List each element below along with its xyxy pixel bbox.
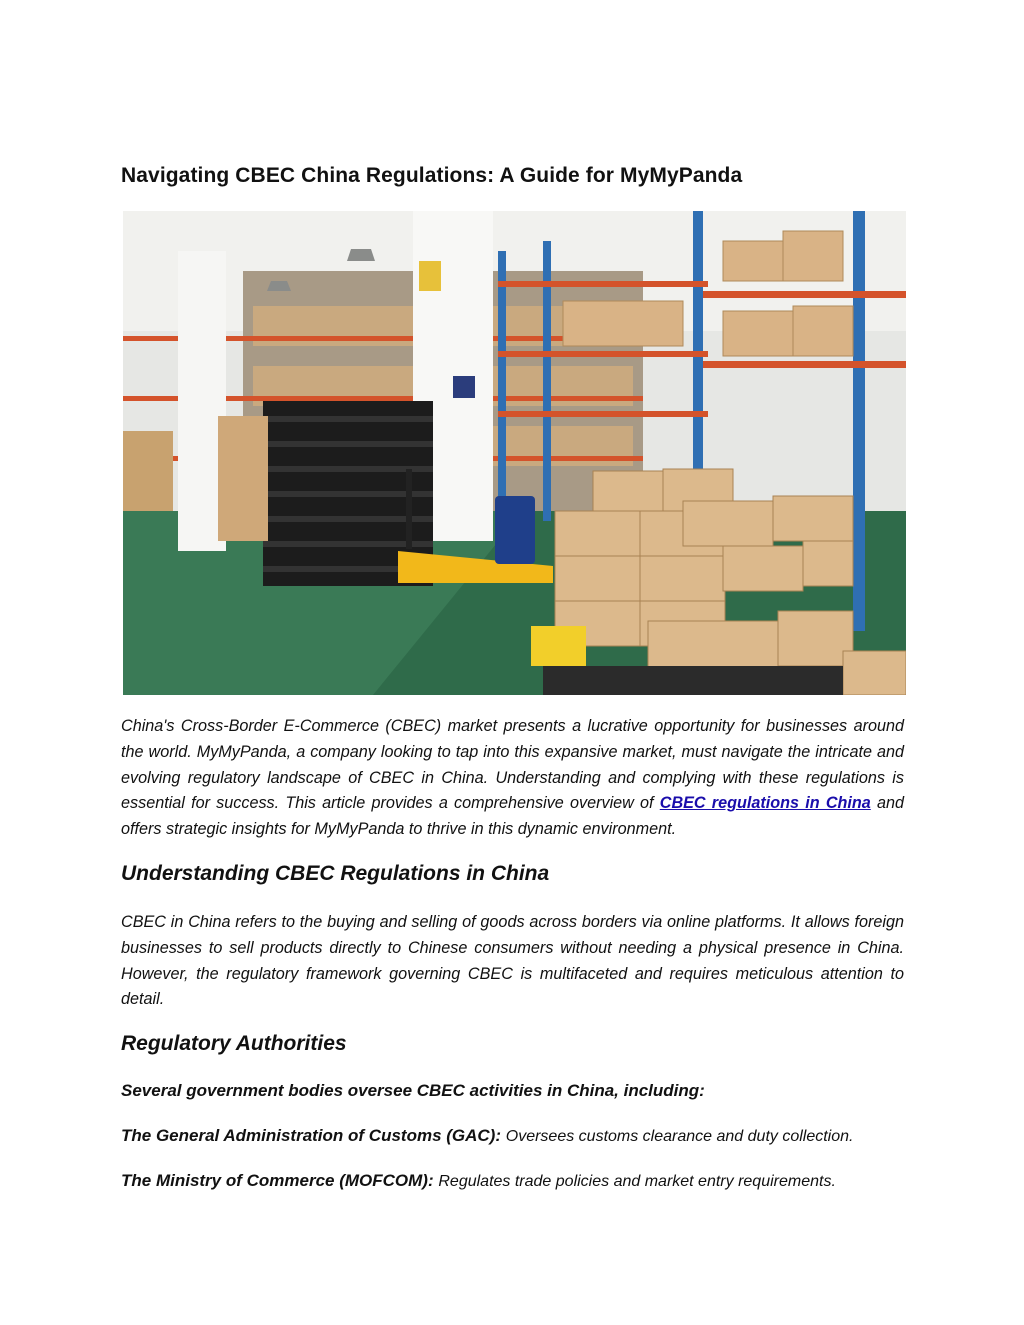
authority-item: [121, 1126, 853, 1146]
understanding-paragraph: CBEC in China refers to the buying and selling of goods across borders via online platforms. It allows foreign businesses to sell products directly to Chinese consumers without needing a physical presence in China. However, the regulatory framework governing CBEC is multifaceted and requires meticulous attention to detail.: [121, 913, 904, 1009]
warehouse-photo: [123, 211, 906, 695]
authority-description: Regulates trade policies and market entry requirements.: [438, 1173, 836, 1190]
authorities-lead: Several government bodies oversee CBEC activities in China, including:: [121, 1081, 705, 1100]
section-heading-understanding: Understanding CBEC Regulations in China: [121, 862, 550, 885]
intro-text-after: and offers strategic insights for MyMyPanda to thrive in this dynamic environment.: [121, 794, 904, 839]
section-heading-authorities: Regulatory Authorities: [121, 1032, 347, 1055]
warehouse-photo-icon: [123, 211, 906, 695]
authority-name: The General Administration of Customs (GAC):: [121, 1126, 502, 1145]
authority-name: The Ministry of Commerce (MOFCOM):: [121, 1171, 434, 1190]
page-title: Navigating CBEC China Regulations: A Guide for MyMyPanda: [121, 164, 743, 187]
cbec-regulations-link[interactable]: CBEC regulations in China: [659, 794, 871, 813]
authority-description: Oversees customs clearance and duty collection.: [505, 1128, 854, 1145]
intro-text-before: China's Cross-Border E-Commerce (CBEC) market presents a lucrative opportunity for businesses around the world. MyMyPanda, a company looking to tap into this expansive market, must navigate the intricate and evolving regulatory landscape of CBEC in China. Understanding and complying with these regulations is essential for success. This article provides a comprehensive overview of: [121, 717, 904, 813]
intro-paragraph: [121, 714, 904, 843]
authority-item: [121, 1171, 836, 1191]
